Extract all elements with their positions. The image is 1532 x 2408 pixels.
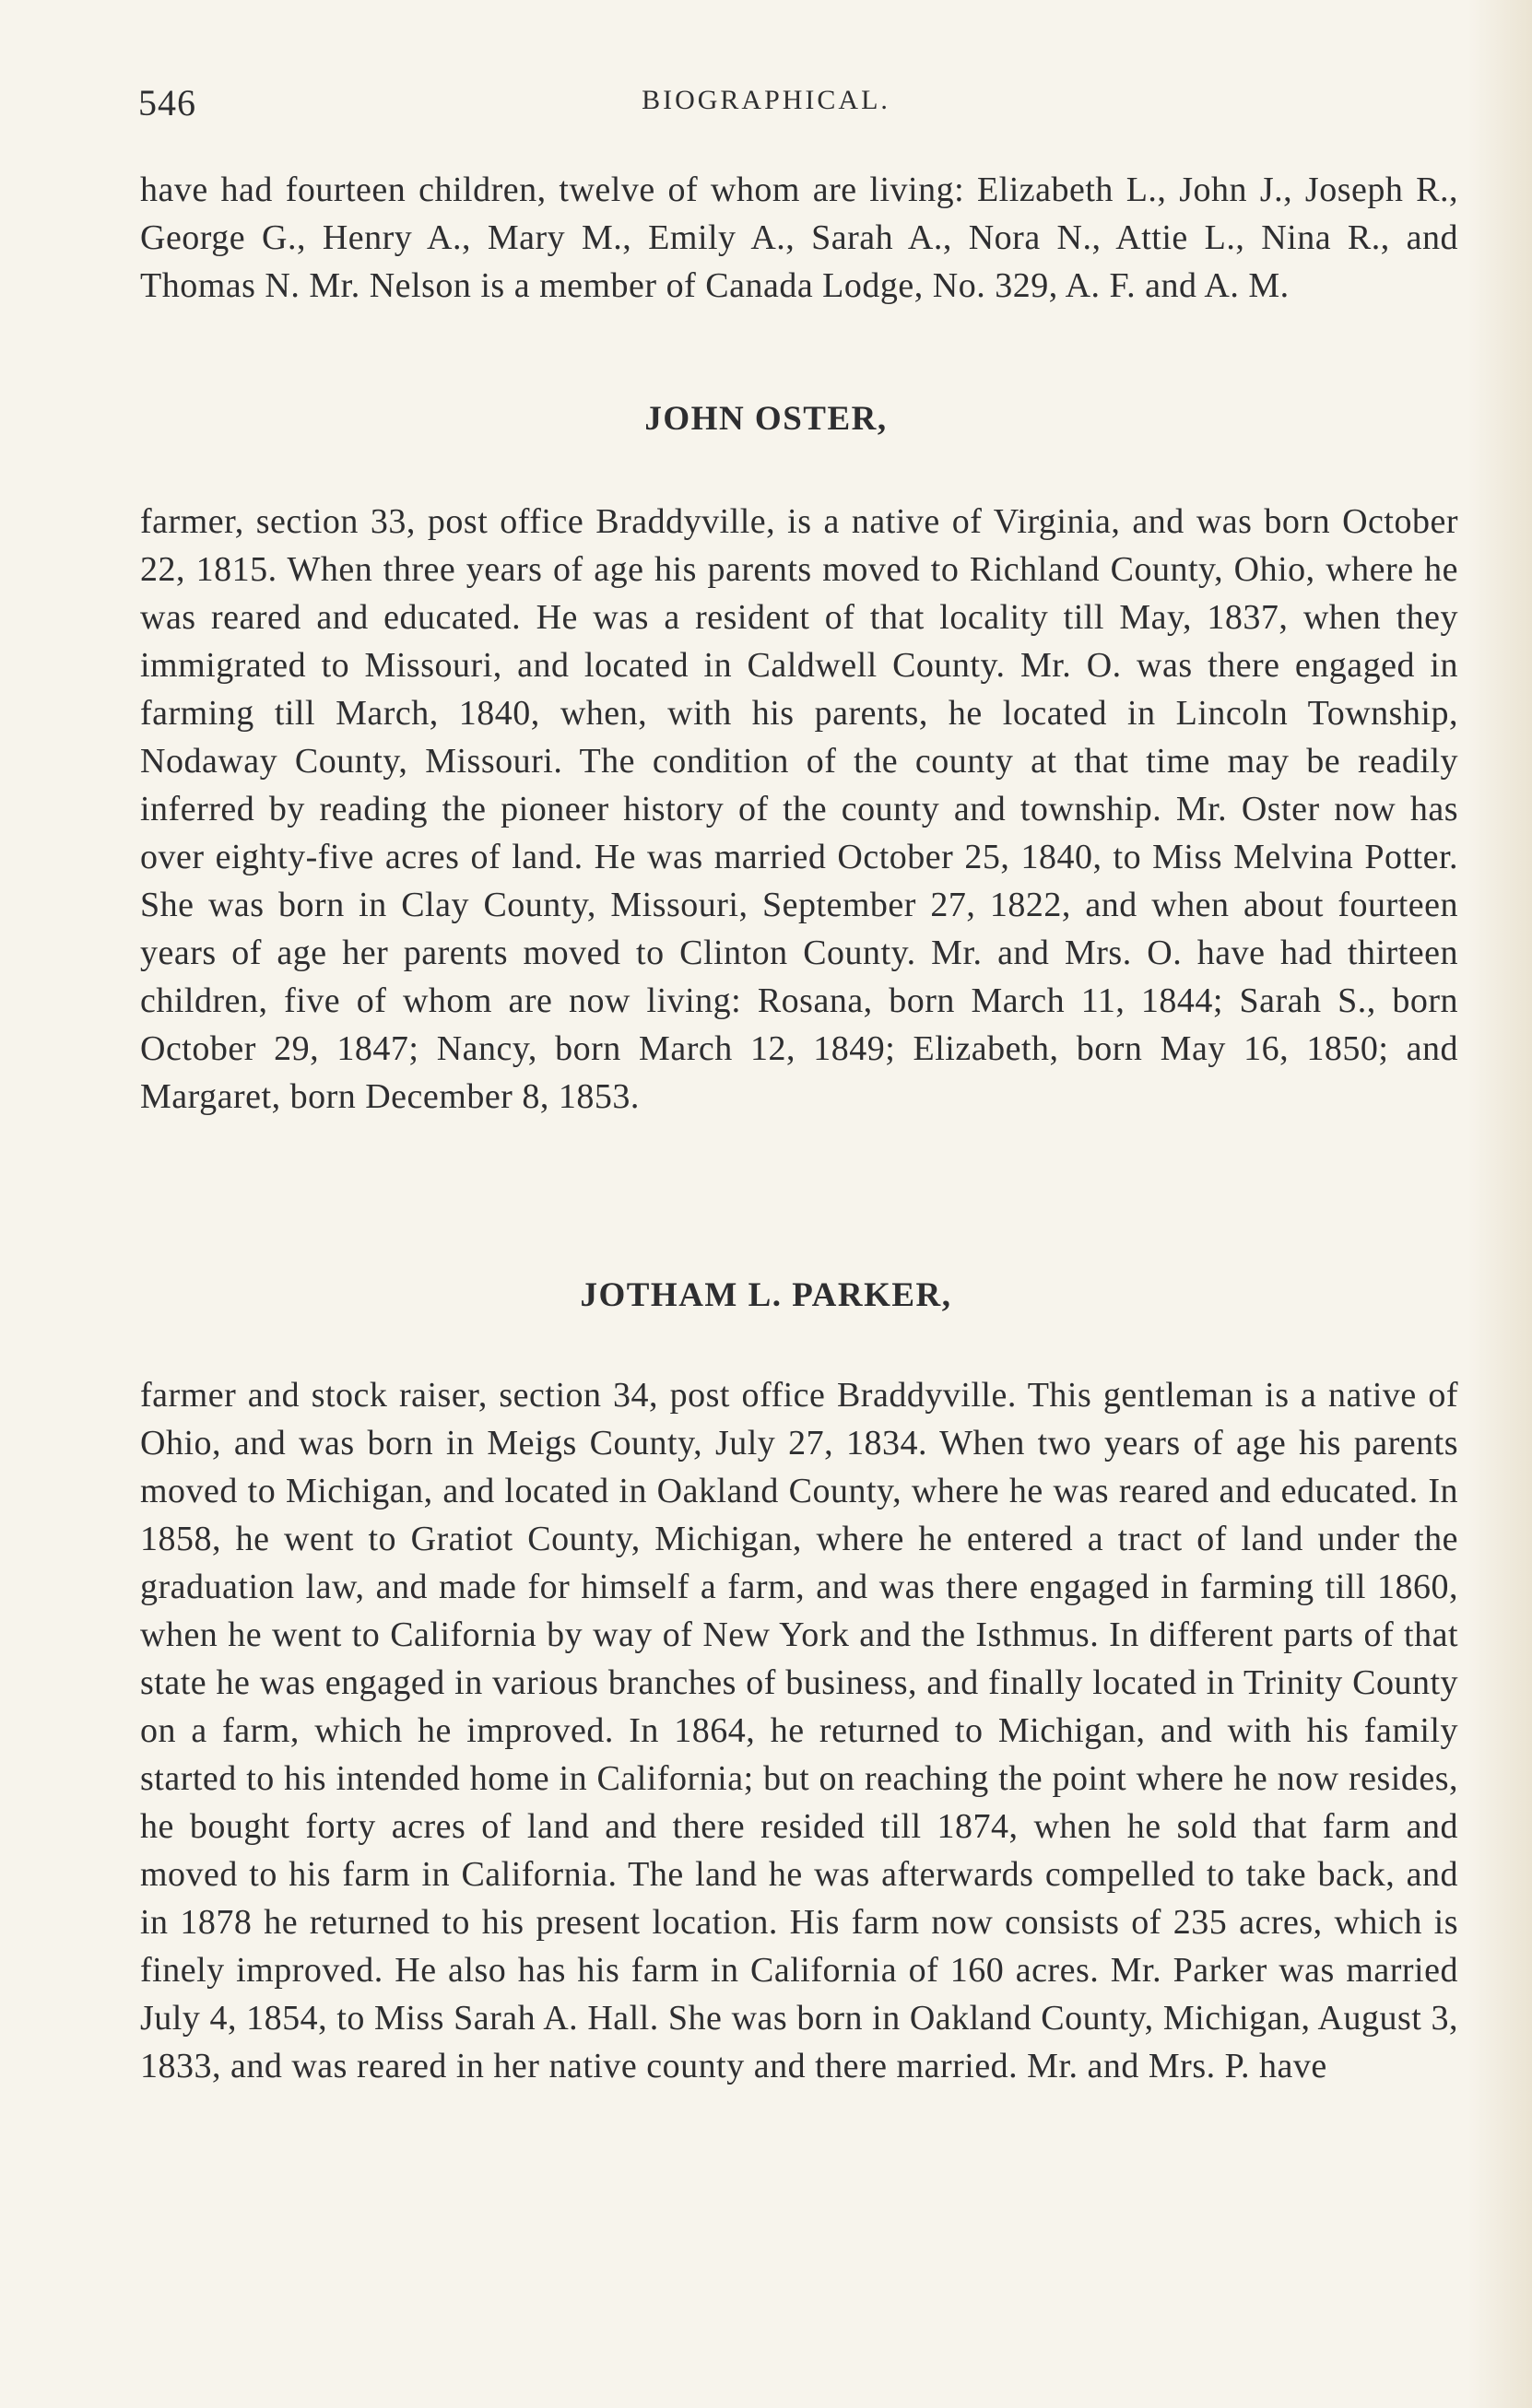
- page-number: 546: [138, 82, 196, 123]
- oster-paragraph: farmer, section 33, post office Braddyville, is a native of Virginia, and was born October 22, 1815. When three years of age his parents moved to Richland County, Ohio, where he was reared and educated. He was a resident of that locality till May, 1837, when they immigrated to Missouri, and located in Caldwell County. Mr. O. was there engaged in farming till March, 1840, when, with his parents, he located in Lincoln Township, Nodaway County, Missouri. The condition of the county at that time may be readily inferred by reading the pioneer history of the county and township. Mr. Oster now has over eighty-five acres of land. He was married October 25, 1840, to Miss Melvina Potter. She was born in Clay County, Missouri, September 27, 1822, and when about fourteen years of age her parents moved to Clinton County. Mr. and Mrs. O. have had thirteen children, five of whom are now living: Rosana, born March 11, 1844; Sarah S., born October 29, 1847; Nancy, born March 12, 1849; Elizabeth, born May 16, 1850; and Margaret, born December 8, 1853.: [140, 502, 1458, 1116]
- oster-heading: JOHN OSTER,: [644, 400, 888, 438]
- page-header: [0, 81, 1532, 127]
- running-head: BIOGRAPHICAL.: [642, 85, 890, 115]
- page-edge-shadow: [1467, 0, 1532, 2408]
- parker-heading: JOTHAM L. PARKER,: [580, 1276, 952, 1314]
- parker-paragraph: farmer and stock raiser, section 34, post office Braddyville. This gentleman is a native of Ohio, and was born in Meigs County, July 27, 1834. When two years of age his parents moved to Michigan, and located in Oakland County, where he was reared and educated. In 1858, he went to Gratiot County, Michigan, where he entered a tract of land under the graduation law, and made for himself a farm, and was there engaged in farming till 1860, when he went to California by way of New York and the Isthmus. In different parts of that state he was engaged in various branches of business, and finally located in Trinity County on a farm, which he improved. In 1864, he returned to Michigan, and with his family started to his intended home in California; but on reaching the point where he now resides, he bought forty acres of land and there resided till 1874, when he sold that farm and moved to his farm in California. The land he was afterwards compelled to take back, and in 1878 he returned to his present location. His farm now consists of 235 acres, which is finely improved. He also has his farm in California of 160 acres. Mr. Parker was married July 4, 1854, to Miss Sarah A. Hall. She was born in Oakland County, Michigan, August 3, 1833, and was reared in her native county and there married. Mr. and Mrs. P. have: [140, 1376, 1458, 2085]
- intro-paragraph: have had fourteen children, twelve of whom are living: Elizabeth L., John J., Joseph R., George G., Henry A., Mary M., Emily A., Sarah A., Nora N., Attie L., Nina R., and Thomas N. Mr. Nelson is a member of Canada Lodge, No. 329, A. F. and A. M.: [140, 170, 1458, 305]
